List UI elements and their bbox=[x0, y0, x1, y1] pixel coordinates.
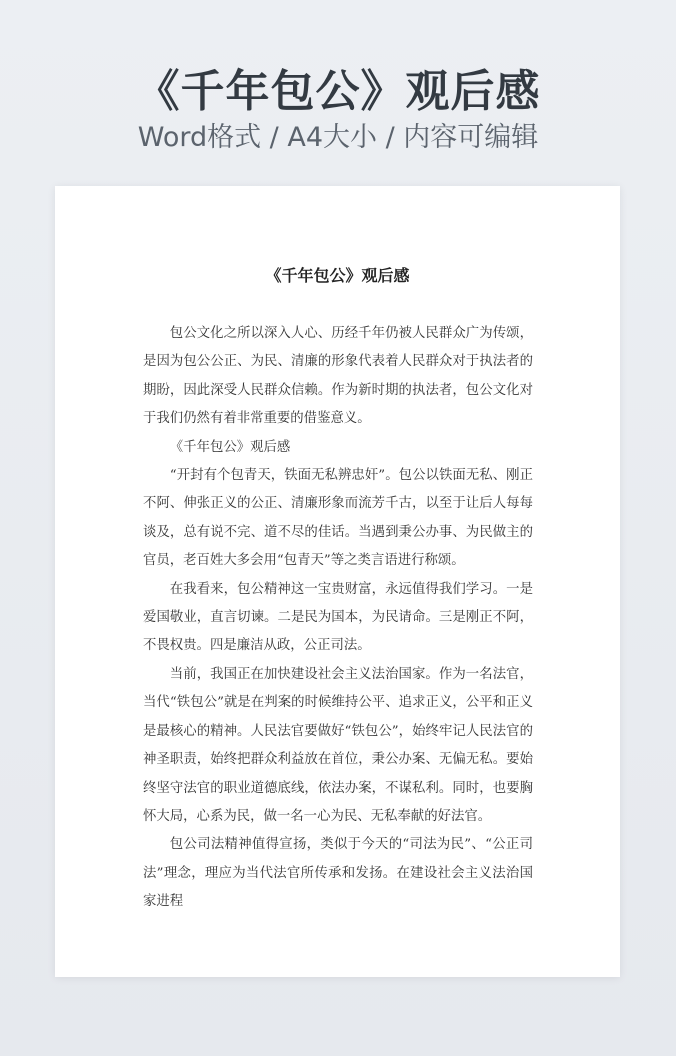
document-page bbox=[55, 186, 620, 977]
paragraph: 包公文化之所以深入人心、历经千年仍被人民群众广为传颂，是因为包公公正、为民、清廉的形象代表着人民群众对于执法者的期盼，因此深受人民群众信赖。作为新时期的执法者，包公文化对于我们仍然有着非常重要的借鉴意义。 bbox=[143, 326, 533, 427]
paragraph: 包公司法精神值得宣扬，类似于今天的“司法为民”、“公正司法”理念，理应为当代法官所传承和发扬。在建设社会主义法治国家进程 bbox=[143, 837, 533, 910]
paragraph: 在我看来，包公精神这一宝贵财富，永远值得我们学习。一是爱国敬业，直言切谏。二是民为国本，为民请命。三是刚正不阿，不畏权贵。四是廉洁从政，公正司法。 bbox=[143, 581, 533, 654]
paragraph: 当前，我国正在加快建设社会主义法治国家。作为一名法官，当代“铁包公”就是在判案的时候维持公平、追求正义，公平和正义是最核心的精神。人民法官要做好“铁包公”，始终牢记人民法官的神圣职责，始终把群众利益放在首位，秉公办案、无偏无私。要始终坚守法官的职业道德底线，依法办案，不谋私利。同时，也要胸怀大局，心系为民，做一名一心为民、无私奉献的好法官。 bbox=[143, 666, 533, 824]
page-subtitle: Word格式 / A4大小 / 内容可编辑 bbox=[137, 122, 539, 153]
paragraph: “开封有个包青天，铁面无私辨忠奸”。包公以铁面无私、刚正不阿、伸张正义的公正、清廉形象而流芳千古，以至于让后人每每谈及，总有说不完、道不尽的佳话。当遇到秉公办事、为民做主的官员，老百姓大多会用“包青天”等之类言语进行称颂。 bbox=[143, 468, 533, 569]
document-title: 《千年包公》观后感 bbox=[265, 266, 410, 285]
document-body bbox=[143, 320, 533, 917]
paragraph: 《千年包公》观后感 bbox=[169, 439, 291, 455]
page-title: 《千年包公》观后感 bbox=[135, 66, 541, 117]
